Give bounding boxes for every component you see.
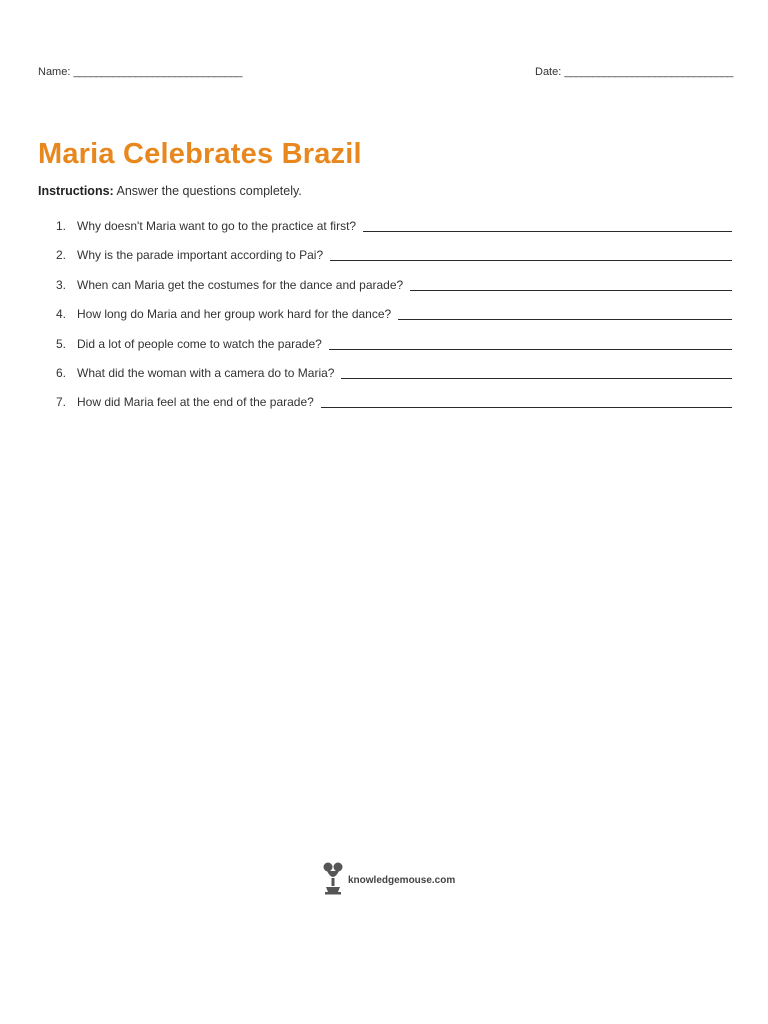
instructions	[38, 184, 302, 198]
question-number: 2.	[55, 248, 66, 262]
question-row	[38, 213, 732, 233]
question-row	[38, 242, 732, 262]
instructions-text: Answer the questions completely.	[116, 184, 302, 198]
question-row	[38, 301, 732, 321]
date-field[interactable]	[535, 66, 733, 78]
name-label: Name:	[38, 66, 71, 78]
page-title: Maria Celebrates Brazil	[38, 138, 362, 170]
question-row	[38, 272, 732, 292]
question-number: 3.	[55, 278, 66, 292]
footer-logo[interactable]	[322, 862, 455, 898]
question-row	[38, 331, 732, 351]
answer-line[interactable]	[329, 349, 732, 350]
date-blank-line[interactable]: ______________________________	[564, 66, 733, 78]
answer-line[interactable]	[341, 378, 732, 379]
answer-line[interactable]	[321, 407, 732, 408]
question-text: When can Maria get the costumes for the dance and parade?	[77, 278, 404, 292]
question-row	[38, 360, 732, 380]
answer-line[interactable]	[330, 260, 732, 261]
question-text: What did the woman with a camera do to Maria?	[77, 366, 335, 380]
answer-line[interactable]	[410, 290, 732, 291]
question-number: 7.	[55, 395, 66, 409]
question-number: 5.	[55, 337, 66, 351]
question-text: How long do Maria and her group work hard for the dance?	[77, 307, 392, 321]
answer-line[interactable]	[363, 231, 732, 232]
mouse-trophy-icon	[322, 861, 344, 900]
answer-line[interactable]	[398, 319, 732, 320]
name-field[interactable]	[38, 66, 242, 78]
question-text: Why is the parade important according to Pai?	[77, 248, 324, 262]
question-number: 1.	[55, 219, 66, 233]
question-number: 6.	[55, 366, 66, 380]
date-label: Date:	[535, 66, 562, 78]
instructions-label: Instructions:	[38, 184, 114, 198]
name-blank-line[interactable]: ______________________________	[73, 66, 242, 78]
question-text: Did a lot of people come to watch the parade?	[77, 337, 322, 351]
question-text: Why doesn't Maria want to go to the practice at first?	[77, 219, 357, 233]
question-text: How did Maria feel at the end of the parade?	[77, 395, 314, 409]
logo-text: knowledgemouse.com	[348, 874, 456, 886]
question-number: 4.	[55, 307, 66, 321]
question-row	[38, 389, 732, 409]
